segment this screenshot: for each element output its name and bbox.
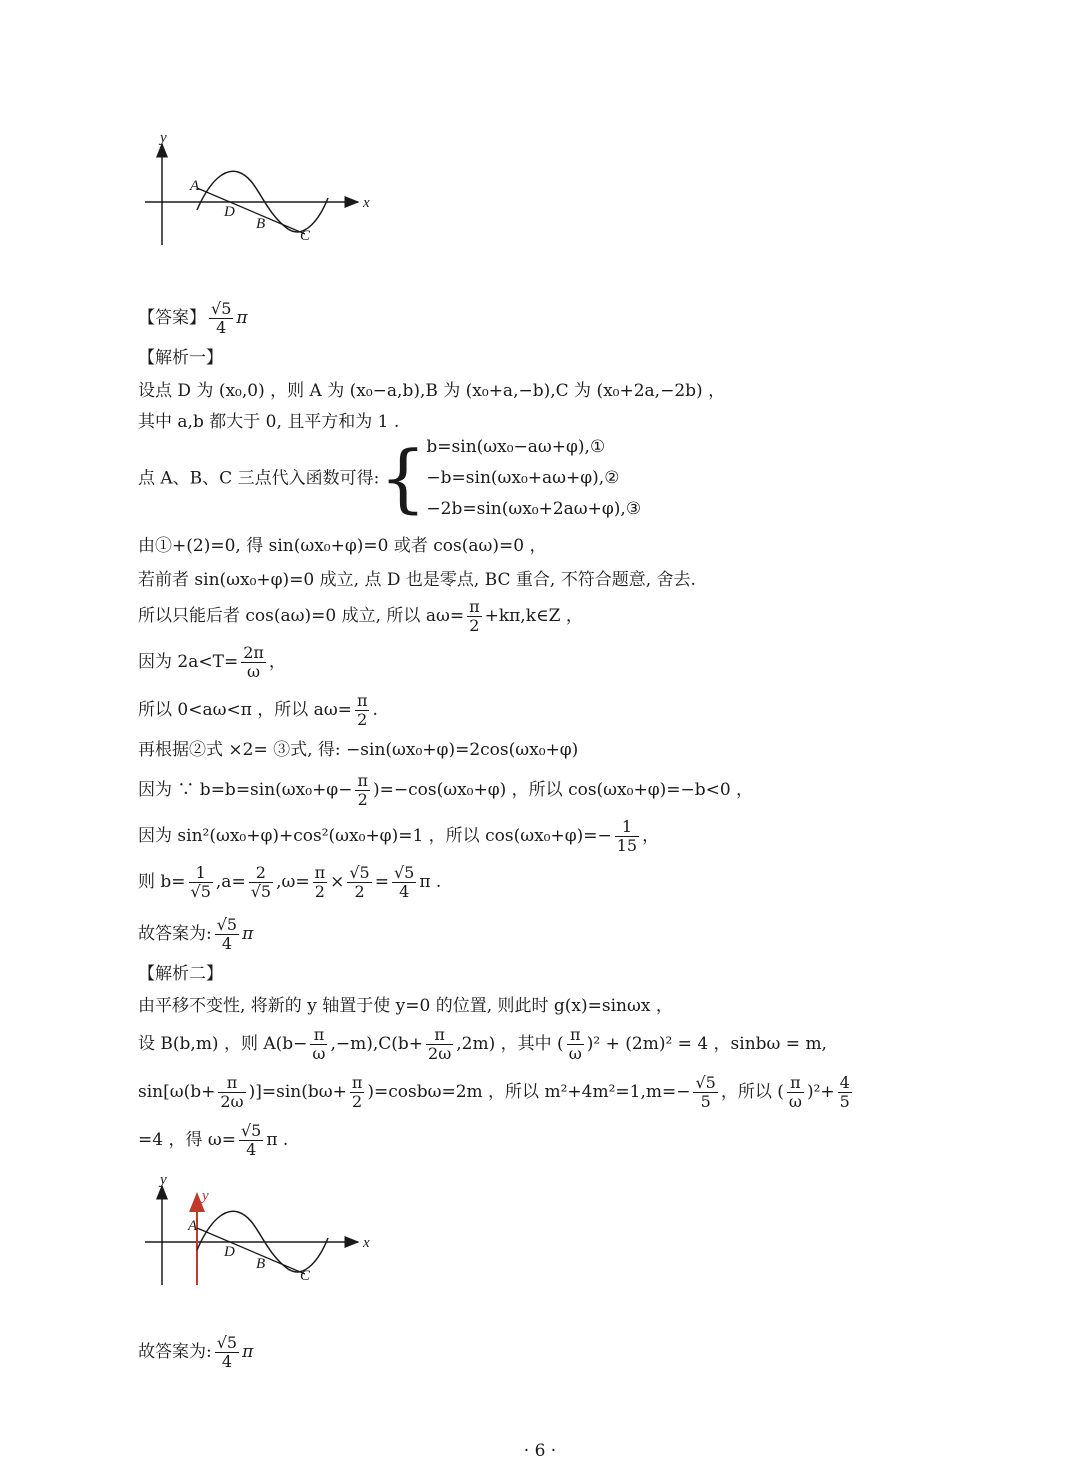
point-b-label: B [256,216,266,232]
point-a-label: A [188,1218,198,1234]
new-y-axis-label: y [202,1188,209,1204]
y-axis-label: y [160,130,167,146]
point-a-label: A [190,178,200,194]
eq2: −b=sin(ωx₀+aω+φ),② [426,468,620,488]
point-d-label: D [224,1244,235,1260]
solution1-line-5: 若前者 sin(ωx₀+φ)=0 成立, 点 D 也是零点, BC 重合, 不符合题意, 舍去. [138,570,696,590]
equation-system: 点 A、B、C 三点代入函数可得:{ b=sin(ωx₀−aω+φ),① −b=sin(ωx₀+aω+φ),② −2b=sin(ωx₀+2aω+φ),③ [138,432,641,525]
answer-line: 【答案】 $\frac{√5}{4}$ π [138,299,248,337]
solution1-line-1: 设点 D 为 (x₀,0) ，则 A 为 (x₀−a,b),B 为 (x₀+a,−b),C 为 (x₀+2a,−2b) ， [138,381,726,401]
system-brace: { [379,435,427,522]
solution2-line-1: 由平移不变性, 将新的 y 轴置于使 y=0 的位置, 则此时 g(x)=sinωx ， [138,996,673,1016]
answer-label: 【答案】 [138,308,206,328]
solution2-line-2: 设 B(b,m) ，则 A(b− $\frac{\pi}{\omega}$ ,−m),C(b+ $\frac{\pi}{2\omega}$ ,2m) ，其中 ( $\frac{\pi}{\omega}$ )² + (2m)² = 4 ，sinbω = m, [138,1025,827,1063]
solution1-line-6: 所以只能后者 cos(aω)=0 成立, 所以 aω= $\frac{\pi}{2}$ +kπ,k∈Z ， [138,597,583,635]
page-number: · 6 · [523,1441,557,1461]
solution2-title: 【解析二】 [138,964,223,984]
sine-graph-figure-1 [140,130,385,255]
point-b-label: B [256,1256,266,1272]
solution2-final-answer: 故答案为: $\frac{√5}{4}$ π [138,1333,254,1371]
line-ac [197,1228,305,1274]
x-axis-label: x [363,1235,370,1251]
solution1-line-4: 由①+(2)=0, 得 sin(ωx₀+φ)=0 或者 cos(aω)=0 ， [138,536,547,556]
solution1-line-11: 因为 sin²(ωx₀+φ)+cos²(ωx₀+φ)=1 ，所以 cos(ωx₀+φ)=− $\frac{1}{15}$ ， [138,817,660,855]
solution1-line-7: 因为 2a<T= $\frac{2\pi}{\omega}$ ， [138,643,286,681]
line-ac [197,188,305,234]
point-c-label: C [300,228,311,244]
solution2-line-4: =4 ，得 ω= $\frac{√5}{4}$ π . [138,1121,289,1159]
point-d-label: D [224,204,235,220]
solution1-line-8: 所以 0<aω<π ，所以 aω= $\frac{\pi}{2}$ . [138,691,378,729]
solution1-line-12: 则 b= $\frac{1}{√5}$ ,a= $\frac{2}{√5}$ ,ω= $\frac{\pi}{2}$ × $\frac{√5}{2}$ = $\frac{√5}{4}$ π . [138,863,442,901]
solution1-title: 【解析一】 [138,348,223,368]
y-axis-label: y [160,1172,167,1188]
solution2-line-3: sin[ω(b+ $\frac{\pi}{2\omega}$ )]=sin(bω+ $\frac{\pi}{2}$ )=cosbω=2m ，所以 m²+4m²=1,m=− $\frac{√5}{5}$ ，所以 ( $\frac{\pi}{\omega}$ )²+ $\frac{4}{5}$ [138,1073,850,1111]
answer-fraction: $\frac{√5}{4}$ [211,299,232,337]
solution1-final-answer: 故答案为: $\frac{√5}{4}$ π [138,915,254,953]
eq1: b=sin(ωx₀−aω+φ),① [426,437,606,457]
solution1-line-10: 因为 ∵ b=b=sin(ωx₀+φ− $\frac{\pi}{2}$ )=−cos(ωx₀+φ) ，所以 cos(ωx₀+φ)=−b<0 ， [138,771,754,809]
eq3: −2b=sin(ωx₀+2aω+φ),③ [426,499,642,519]
x-axis-label: x [363,195,370,211]
point-c-label: C [300,1268,311,1284]
solution1-line-2: 其中 a,b 都大于 0, 且平方和为 1 . [138,412,400,432]
solution1-line-9: 再根据②式 ×2= ③式, 得: −sin(ωx₀+φ)=2cos(ωx₀+φ) [138,740,579,760]
sine-graph-figure-2 [140,1172,385,1297]
